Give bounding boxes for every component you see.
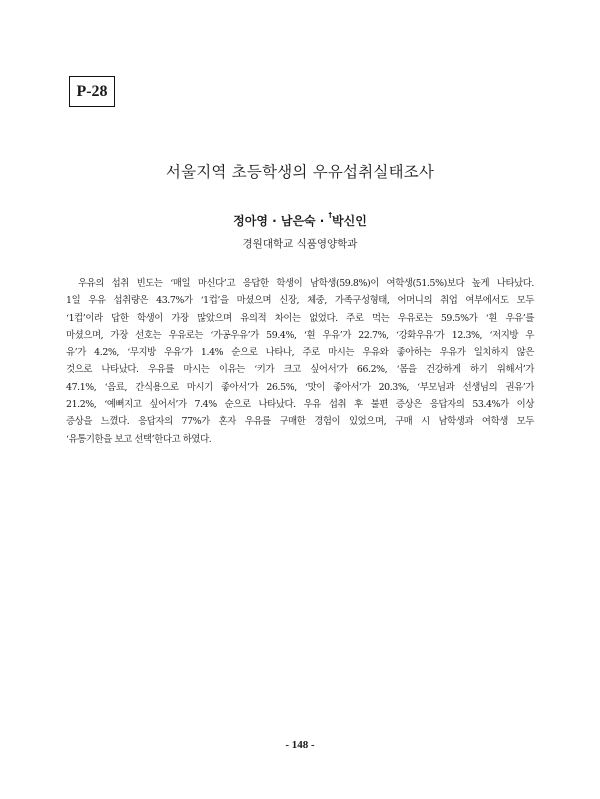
abstract-line: 증상을 느꼈다. 응답자의 77%가 혼자 우유를 구매한 경험이 있었으며, 구매 시 남학생과 여학생 모두	[66, 416, 534, 428]
poster-id-label: P-28	[76, 82, 108, 100]
poster-id-box	[69, 76, 115, 107]
abstract-line: ‘1컵’이라 답한 학생이 가장 많았으며 유의적 차이는 없었다. 주로 먹는 우유로는 59.5%가 ‘흰 우유’를	[66, 312, 534, 324]
abstract-line: 47.1%, ‘음료, 간식용으로 마시기 좋아서’가 26.5%, ‘맛이 좋아서’가 20.3%, ‘부모님과 선생님의 권유’가	[66, 381, 534, 393]
abstract-line: 것으로 나타났다. 우유를 마시는 이유는 ‘키가 크고 싶어서’가 66.2%, ‘몸을 건강하게 하기 위해서’가	[66, 364, 534, 376]
abstract-body	[66, 275, 534, 448]
abstract-line: ‘유통기한을 보고 선택’한다고 하였다.	[66, 433, 212, 445]
abstract-line: 우유의 섭취 빈도는 ‘매일 마신다’고 응답한 학생이 남학생(59.8%)이 여학생(51.5%)보다 높게 나타났다.	[78, 278, 534, 289]
affiliation: 경원대학교 식품영양학과	[242, 238, 358, 250]
page-number: - 148 -	[285, 739, 315, 751]
abstract-line: 마셨으며, 가장 선호는 우유로는 ‘가공우유’가 59.4%, ‘흰 우유’가 22.7%, ‘강화우유’가 12.3%, ‘저지방 우	[66, 329, 534, 341]
paper-title: 서울지역 초등학생의 우유섭취실태조사	[165, 163, 435, 181]
author-line	[0, 212, 600, 229]
author-names: 정아영 · 남은숙 ·	[233, 214, 329, 228]
corresponding-author-mark: †	[328, 211, 333, 219]
abstract-line: 21.2%, ‘예뻐지고 싶어서’가 7.4% 순으로 나타났다. 우유 섭취 후 불편 증상은 응답자의 53.4%가 이상	[66, 399, 534, 411]
corresponding-author-name: 박신인	[332, 214, 367, 228]
abstract-line: 유’가 4.2%, ‘무지방 우유’가 1.4% 순으로 나타나, 주로 마시는 우유와 좋아하는 우유가 일치하지 않은	[66, 347, 534, 359]
abstract-line: 1일 우유 섭취량은 43.7%가 ‘1컵’을 마셨으며 신장, 체중, 가족구성형태, 어머니의 취업 여부에서도 모두	[66, 295, 534, 307]
